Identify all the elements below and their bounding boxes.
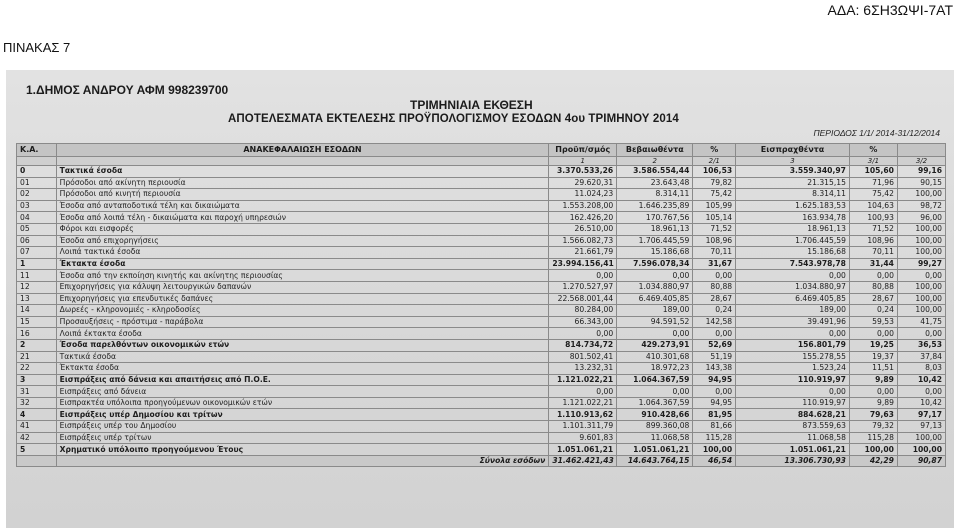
row-label: Εισπράξεις υπέρ Δημοσίου και τρίτων (56, 409, 549, 421)
cell-value: 90,15 (897, 177, 945, 189)
cell-value: 0,00 (897, 270, 945, 282)
cell-value: 8.314,11 (736, 189, 850, 201)
cell-value: 100,00 (897, 305, 945, 317)
cell-value: 21.661,79 (549, 247, 617, 259)
row-label: Έσοδα από λοιπά τέλη - δικαιώματα και παροχή υπηρεσιών (56, 212, 549, 224)
cell-value: 79,63 (849, 409, 897, 421)
cell-value: 1.064.367,59 (617, 397, 693, 409)
cell-value: 6.469.405,85 (617, 293, 693, 305)
cell-value: 80,88 (849, 281, 897, 293)
table-row (17, 444, 946, 456)
row-label: Επιχορηγήσεις για επενδυτικές δαπάνες (56, 293, 549, 305)
cell-value: 98,72 (897, 200, 945, 212)
cell-value: 13.232,31 (549, 363, 617, 375)
table-row (17, 247, 946, 259)
row-label: Εισπράξεις υπέρ τρίτων (56, 432, 549, 444)
cell-value: 1.625.183,53 (736, 200, 850, 212)
table-row (17, 409, 946, 421)
row-code: 16 (17, 328, 57, 340)
cell-value: 13.306.730,93 (736, 455, 850, 467)
cell-value: 42,29 (849, 455, 897, 467)
cell-value: 1.646.235,89 (617, 200, 693, 212)
row-label: Φόροι και εισφορές (56, 223, 549, 235)
cell-value: 81,66 (693, 421, 736, 433)
cell-value: 156.801,79 (736, 339, 850, 351)
cell-value: 23.994.156,41 (549, 258, 617, 270)
cell-value: 1.051.061,21 (736, 444, 850, 456)
row-code: 04 (17, 212, 57, 224)
cell-value: 899.360,08 (617, 421, 693, 433)
cell-value: 910.428,66 (617, 409, 693, 421)
cell-value: 14.643.764,15 (617, 455, 693, 467)
column-header: % (849, 144, 897, 157)
column-header: Βεβαιωθέντα (617, 144, 693, 157)
column-subheader (56, 157, 549, 166)
cell-value: 1.270.527,97 (549, 281, 617, 293)
cell-value: 0,00 (897, 386, 945, 398)
row-label: Τακτικά έσοδα (56, 351, 549, 363)
cell-value: 100,00 (897, 235, 945, 247)
table-row (17, 316, 946, 328)
cell-value: 1.034.880,97 (736, 281, 850, 293)
row-code: 22 (17, 363, 57, 375)
table-row (17, 189, 946, 201)
cell-value: 0,00 (549, 386, 617, 398)
row-label: Προσαυξήσεις - πρόστιμα - παράβολα (56, 316, 549, 328)
cell-value: 94.591,52 (617, 316, 693, 328)
column-subheader: 3/1 (849, 157, 897, 166)
cell-value: 7.543.978,78 (736, 258, 850, 270)
cell-value: 801.502,41 (549, 351, 617, 363)
cell-value: 79,32 (849, 421, 897, 433)
cell-value: 104,63 (849, 200, 897, 212)
row-code (17, 455, 57, 467)
row-code: 05 (17, 223, 57, 235)
cell-value: 1.121.022,21 (549, 374, 617, 386)
table-subheader-row (17, 157, 946, 166)
cell-value: 105,99 (693, 200, 736, 212)
row-code: 06 (17, 235, 57, 247)
cell-value: 100,93 (849, 212, 897, 224)
column-subheader: 3 (736, 157, 850, 166)
table-row (17, 455, 946, 467)
cell-value: 142,58 (693, 316, 736, 328)
ada-code: ΑΔΑ: 6ΣΗ3ΩΨΙ-7ΑΤ (827, 2, 953, 18)
table-row (17, 432, 946, 444)
row-code: 21 (17, 351, 57, 363)
cell-value: 94,95 (693, 374, 736, 386)
row-label: Χρηματικό υπόλοιπο προηγούμενου Έτους (56, 444, 549, 456)
cell-value: 100,00 (693, 444, 736, 456)
cell-value: 100,00 (897, 444, 945, 456)
cell-value: 3.586.554,44 (617, 166, 693, 178)
cell-value: 0,00 (549, 328, 617, 340)
row-label: Εισπράξεις από δάνεια (56, 386, 549, 398)
cell-value: 105,60 (849, 166, 897, 178)
table-row (17, 212, 946, 224)
cell-value: 100,00 (849, 444, 897, 456)
cell-value: 1.706.445,59 (617, 235, 693, 247)
table-row (17, 281, 946, 293)
cell-value: 814.734,72 (549, 339, 617, 351)
cell-value: 1.110.913,62 (549, 409, 617, 421)
cell-value: 79,82 (693, 177, 736, 189)
table-row (17, 339, 946, 351)
cell-value: 3.559.340,97 (736, 166, 850, 178)
column-subheader: 3/2 (897, 157, 945, 166)
cell-value: 100,00 (897, 223, 945, 235)
cell-value: 410.301,68 (617, 351, 693, 363)
cell-value: 0,00 (693, 328, 736, 340)
cell-value: 15.186,68 (736, 247, 850, 259)
cell-value: 1.553.208,00 (549, 200, 617, 212)
cell-value: 22.568.001,44 (549, 293, 617, 305)
cell-value: 1.051.061,21 (549, 444, 617, 456)
cell-value: 0,00 (549, 270, 617, 282)
cell-value: 80.284,00 (549, 305, 617, 317)
cell-value: 1.101.311,79 (549, 421, 617, 433)
cell-value: 71,52 (849, 223, 897, 235)
cell-value: 15.186,68 (617, 247, 693, 259)
table-row (17, 421, 946, 433)
row-label: Λοιπά τακτικά έσοδα (56, 247, 549, 259)
row-label: Λοιπά έκτακτα έσοδα (56, 328, 549, 340)
row-code: 14 (17, 305, 57, 317)
row-code: 5 (17, 444, 57, 456)
cell-value: 71,96 (849, 177, 897, 189)
row-code: 13 (17, 293, 57, 305)
cell-value: 0,00 (617, 386, 693, 398)
row-code: 42 (17, 432, 57, 444)
cell-value: 46,54 (693, 455, 736, 467)
cell-value: 162.426,20 (549, 212, 617, 224)
cell-value: 31,67 (693, 258, 736, 270)
cell-value: 3.370.533,26 (549, 166, 617, 178)
table-body (17, 166, 946, 467)
cell-value: 0,00 (693, 386, 736, 398)
cell-value: 18.961,13 (736, 223, 850, 235)
row-label: Πρόσοδοι από ακίνητη περιουσία (56, 177, 549, 189)
cell-value: 10,42 (897, 397, 945, 409)
cell-value: 52,69 (693, 339, 736, 351)
cell-value: 11.024,23 (549, 189, 617, 201)
table-row (17, 223, 946, 235)
cell-value: 1.034.880,97 (617, 281, 693, 293)
cell-value: 1.566.082,73 (549, 235, 617, 247)
cell-value: 106,53 (693, 166, 736, 178)
cell-value: 59,53 (849, 316, 897, 328)
row-label: Εισπράξεις υπέρ του Δημοσίου (56, 421, 549, 433)
cell-value: 31.462.421,43 (549, 455, 617, 467)
column-header: Εισπραχθέντα (736, 144, 850, 157)
row-label: Πρόσοδοι από κινητή περιουσία (56, 189, 549, 201)
table-row (17, 293, 946, 305)
cell-value: 100,00 (897, 293, 945, 305)
row-label: Σύνολα εσόδων (56, 455, 549, 467)
cell-value: 70,11 (693, 247, 736, 259)
cell-value: 100,00 (897, 432, 945, 444)
cell-value: 9,89 (849, 397, 897, 409)
cell-value: 189,00 (736, 305, 850, 317)
column-header: Προϋπ/σμός (549, 144, 617, 157)
cell-value: 170.767,56 (617, 212, 693, 224)
cell-value: 66.343,00 (549, 316, 617, 328)
cell-value: 96,00 (897, 212, 945, 224)
cell-value: 0,00 (849, 270, 897, 282)
cell-value: 11.068,58 (736, 432, 850, 444)
table-row (17, 177, 946, 189)
row-code: 02 (17, 189, 57, 201)
row-code: 4 (17, 409, 57, 421)
cell-value: 28,67 (849, 293, 897, 305)
cell-value: 94,95 (693, 397, 736, 409)
cell-value: 429.273,91 (617, 339, 693, 351)
column-header (897, 144, 945, 157)
cell-value: 1.121.022,21 (549, 397, 617, 409)
cell-value: 100,00 (897, 189, 945, 201)
cell-value: 189,00 (617, 305, 693, 317)
row-code: 03 (17, 200, 57, 212)
cell-value: 105,14 (693, 212, 736, 224)
cell-value: 8,03 (897, 363, 945, 375)
table-number-label: ΠΙΝΑΚΑΣ 7 (3, 40, 71, 55)
table-row (17, 235, 946, 247)
table-row (17, 328, 946, 340)
column-subheader (17, 157, 57, 166)
cell-value: 1.706.445,59 (736, 235, 850, 247)
cell-value: 1.523,24 (736, 363, 850, 375)
cell-value: 0,00 (617, 328, 693, 340)
row-label: Τακτικά έσοδα (56, 166, 549, 178)
cell-value: 19,37 (849, 351, 897, 363)
cell-value: 110.919,97 (736, 374, 850, 386)
cell-value: 26.510,00 (549, 223, 617, 235)
column-subheader: 1 (549, 157, 617, 166)
cell-value: 884.628,21 (736, 409, 850, 421)
cell-value: 11,51 (849, 363, 897, 375)
cell-value: 51,19 (693, 351, 736, 363)
cell-value: 11.068,58 (617, 432, 693, 444)
cell-value: 0,00 (617, 270, 693, 282)
table-row (17, 351, 946, 363)
row-label: Έσοδα από ανταποδοτικά τέλη και δικαιώματα (56, 200, 549, 212)
row-code: 1 (17, 258, 57, 270)
table-header-row (17, 144, 946, 157)
cell-value: 0,00 (693, 270, 736, 282)
row-code: 0 (17, 166, 57, 178)
cell-value: 0,00 (897, 328, 945, 340)
cell-value: 99,27 (897, 258, 945, 270)
cell-value: 0,00 (736, 386, 850, 398)
report-subtitle: ΑΠΟΤΕΛΕΣΜΑΤΑ ΕΚΤΕΛΕΣΗΣ ΠΡΟΫΠΟΛΟΓΙΣΜΟΥ ΕΣΟΔΩΝ 4ου ΤΡΙΜΗΝΟΥ 2014 (228, 113, 679, 125)
cell-value: 71,52 (693, 223, 736, 235)
report-title: ΤΡΙΜΗΝΙΑΙΑ ΕΚΘΕΣΗ (410, 98, 533, 112)
cell-value: 108,96 (849, 235, 897, 247)
cell-value: 70,11 (849, 247, 897, 259)
table-row (17, 374, 946, 386)
cell-value: 80,88 (693, 281, 736, 293)
cell-value: 90,87 (897, 455, 945, 467)
cell-value: 75,42 (693, 189, 736, 201)
table-row (17, 363, 946, 375)
cell-value: 0,24 (849, 305, 897, 317)
cell-value: 155.278,55 (736, 351, 850, 363)
cell-value: 28,67 (693, 293, 736, 305)
revenue-table (16, 143, 946, 467)
row-code: 15 (17, 316, 57, 328)
cell-value: 36,53 (897, 339, 945, 351)
cell-value: 10,42 (897, 374, 945, 386)
cell-value: 0,00 (849, 328, 897, 340)
cell-value: 873.559,63 (736, 421, 850, 433)
column-header: Κ.Α. (17, 144, 57, 157)
row-code: 32 (17, 397, 57, 409)
cell-value: 18.961,13 (617, 223, 693, 235)
cell-value: 21.315,15 (736, 177, 850, 189)
row-code: 01 (17, 177, 57, 189)
column-header: % (693, 144, 736, 157)
table-row (17, 305, 946, 317)
cell-value: 31,44 (849, 258, 897, 270)
row-label: Έσοδα από επιχορηγήσεις (56, 235, 549, 247)
cell-value: 18.972,23 (617, 363, 693, 375)
cell-value: 108,96 (693, 235, 736, 247)
column-subheader: 2/1 (693, 157, 736, 166)
cell-value: 39.491,96 (736, 316, 850, 328)
row-code: 3 (17, 374, 57, 386)
cell-value: 9.601,83 (549, 432, 617, 444)
row-code: 11 (17, 270, 57, 282)
cell-value: 23.643,48 (617, 177, 693, 189)
cell-value: 0,24 (693, 305, 736, 317)
row-label: Έκτακτα έσοδα (56, 258, 549, 270)
row-code: 07 (17, 247, 57, 259)
row-label: Έσοδα από την εκποίηση κινητής και ακίνητης περιουσίας (56, 270, 549, 282)
row-label: Έκτακτα έσοδα (56, 363, 549, 375)
cell-value: 41,75 (897, 316, 945, 328)
row-code: 41 (17, 421, 57, 433)
row-code: 31 (17, 386, 57, 398)
cell-value: 0,00 (849, 386, 897, 398)
table-row (17, 270, 946, 282)
cell-value: 100,00 (897, 281, 945, 293)
row-label: Εισπρακτέα υπόλοιπα προηγούμενων οικονομικών ετών (56, 397, 549, 409)
cell-value: 97,13 (897, 421, 945, 433)
cell-value: 9,89 (849, 374, 897, 386)
cell-value: 81,95 (693, 409, 736, 421)
cell-value: 0,00 (736, 270, 850, 282)
cell-value: 115,28 (849, 432, 897, 444)
row-label: Έσοδα παρελθόντων οικονομικών ετών (56, 339, 549, 351)
cell-value: 75,42 (849, 189, 897, 201)
cell-value: 37,84 (897, 351, 945, 363)
row-label: Επιχορηγήσεις για κάλυψη λειτουργικών δαπανών (56, 281, 549, 293)
cell-value: 0,00 (736, 328, 850, 340)
cell-value: 8.314,11 (617, 189, 693, 201)
scanned-document (6, 70, 954, 528)
cell-value: 29.620,31 (549, 177, 617, 189)
column-header: ΑΝΑΚΕΦΑΛΑΙΩΣΗ ΕΣΟΔΩΝ (56, 144, 549, 157)
column-subheader: 2 (617, 157, 693, 166)
row-code: 2 (17, 339, 57, 351)
cell-value: 143,38 (693, 363, 736, 375)
cell-value: 19,25 (849, 339, 897, 351)
table-row (17, 397, 946, 409)
row-label: Δωρεές - κληρονομιές - κληροδοσίες (56, 305, 549, 317)
cell-value: 1.064.367,59 (617, 374, 693, 386)
table-row (17, 200, 946, 212)
table-row (17, 258, 946, 270)
cell-value: 163.934,78 (736, 212, 850, 224)
cell-value: 100,00 (897, 247, 945, 259)
cell-value: 6.469.405,85 (736, 293, 850, 305)
cell-value: 1.051.061,21 (617, 444, 693, 456)
period-label: ΠΕΡΙΟΔΟΣ 1/1/ 2014-31/12/2014 (813, 128, 940, 138)
table-row (17, 386, 946, 398)
cell-value: 115,28 (693, 432, 736, 444)
table-row (17, 166, 946, 178)
row-label: Εισπράξεις από δάνεια και απαιτήσεις από Π.Ο.Ε. (56, 374, 549, 386)
cell-value: 97,17 (897, 409, 945, 421)
cell-value: 110.919,97 (736, 397, 850, 409)
cell-value: 7.596.078,34 (617, 258, 693, 270)
municipality-line: 1.ΔΗΜΟΣ ΑΝΔΡΟΥ ΑΦΜ 998239700 (26, 83, 229, 97)
cell-value: 99,16 (897, 166, 945, 178)
row-code: 12 (17, 281, 57, 293)
